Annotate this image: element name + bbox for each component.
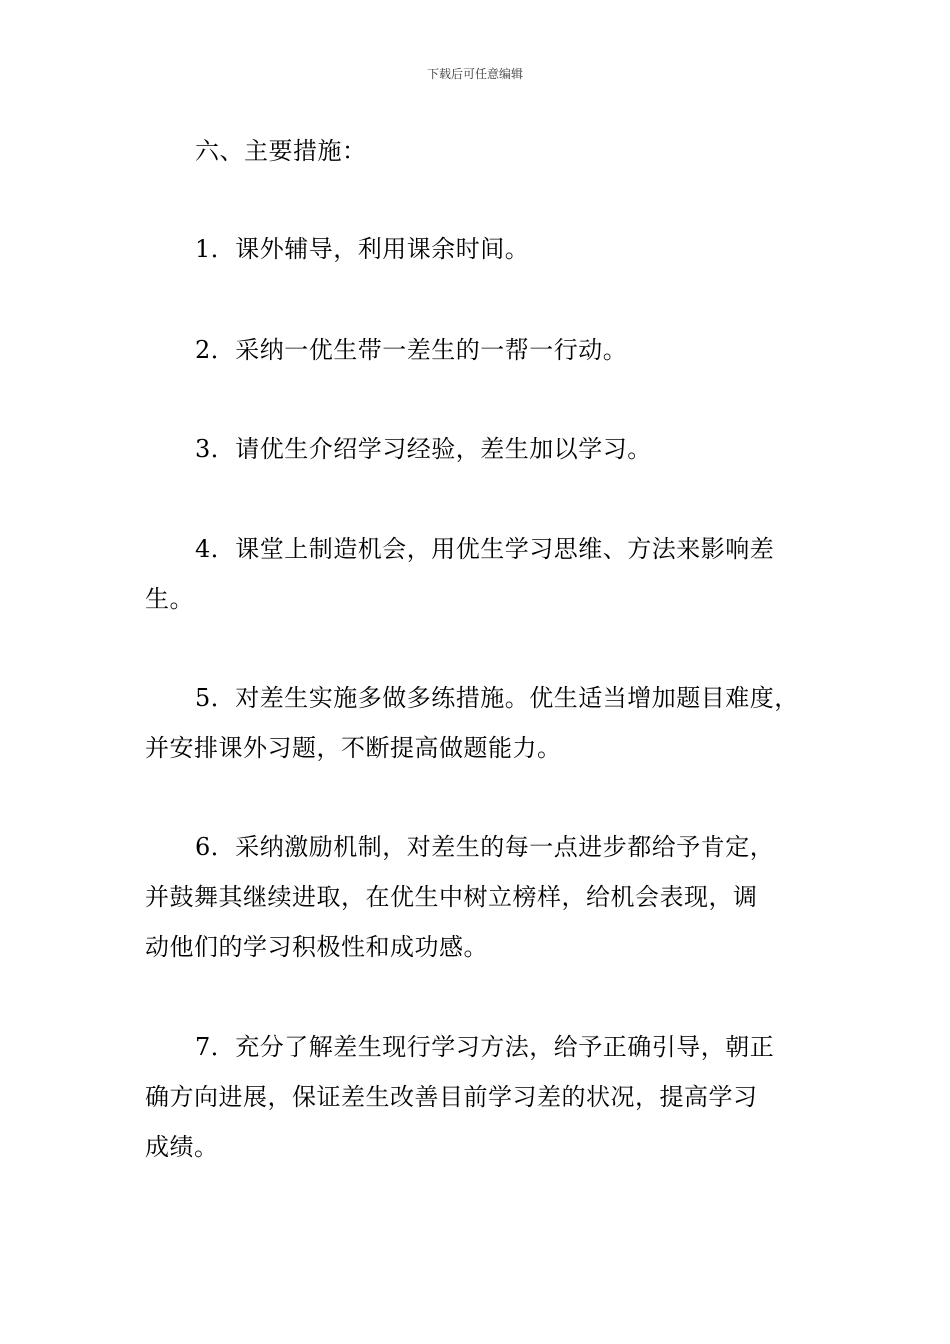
measure-item-2-line-1: 2．采纳一优生带一差生的一帮一行动。 bbox=[195, 336, 628, 364]
measure-item-1-line-1: 1．课外辅导，利用课余时间。 bbox=[195, 235, 530, 263]
measure-item-6-line-3: 动他们的学习积极性和成功感。 bbox=[145, 933, 488, 961]
measure-item-5-line-1: 5．对差生实施多做多练措施。优生适当增加题目难度， bbox=[195, 684, 799, 712]
measure-item-7 bbox=[145, 1022, 825, 1172]
measure-item-7-line-1: 7．充分了解差生现行学习方法，给予正确引导，朝正 bbox=[195, 1033, 775, 1061]
measure-item-7-line-3: 成绩。 bbox=[145, 1133, 219, 1161]
measure-item-5-line-2: 并安排课外习题，不断提高做题能力。 bbox=[145, 734, 562, 762]
measure-item-6 bbox=[145, 822, 825, 972]
section-heading: 六、主要措施： bbox=[195, 137, 367, 165]
measure-item-2 bbox=[145, 325, 825, 375]
measure-item-4-line-1: 4．课堂上制造机会，用优生学习思维、方法来影响差 bbox=[195, 535, 775, 563]
page-header: 下载后可任意编辑 bbox=[426, 67, 523, 81]
measure-item-6-line-2: 并鼓舞其继续进取，在优生中树立榜样，给机会表现，调 bbox=[145, 883, 758, 911]
measure-item-1 bbox=[145, 224, 825, 274]
measure-item-4 bbox=[145, 524, 825, 624]
measure-item-3-line-1: 3．请优生介绍学习经验，差生加以学习。 bbox=[195, 435, 652, 463]
measure-item-5 bbox=[145, 673, 825, 773]
measure-item-3 bbox=[145, 424, 825, 474]
measure-item-4-line-2: 生。 bbox=[145, 585, 194, 613]
measure-item-7-line-2: 确方向进展，保证差生改善目前学习差的状况，提高学习 bbox=[145, 1083, 758, 1111]
measure-item-6-line-1: 6．采纳激励机制，对差生的每一点进步都给予肯定， bbox=[195, 833, 775, 861]
